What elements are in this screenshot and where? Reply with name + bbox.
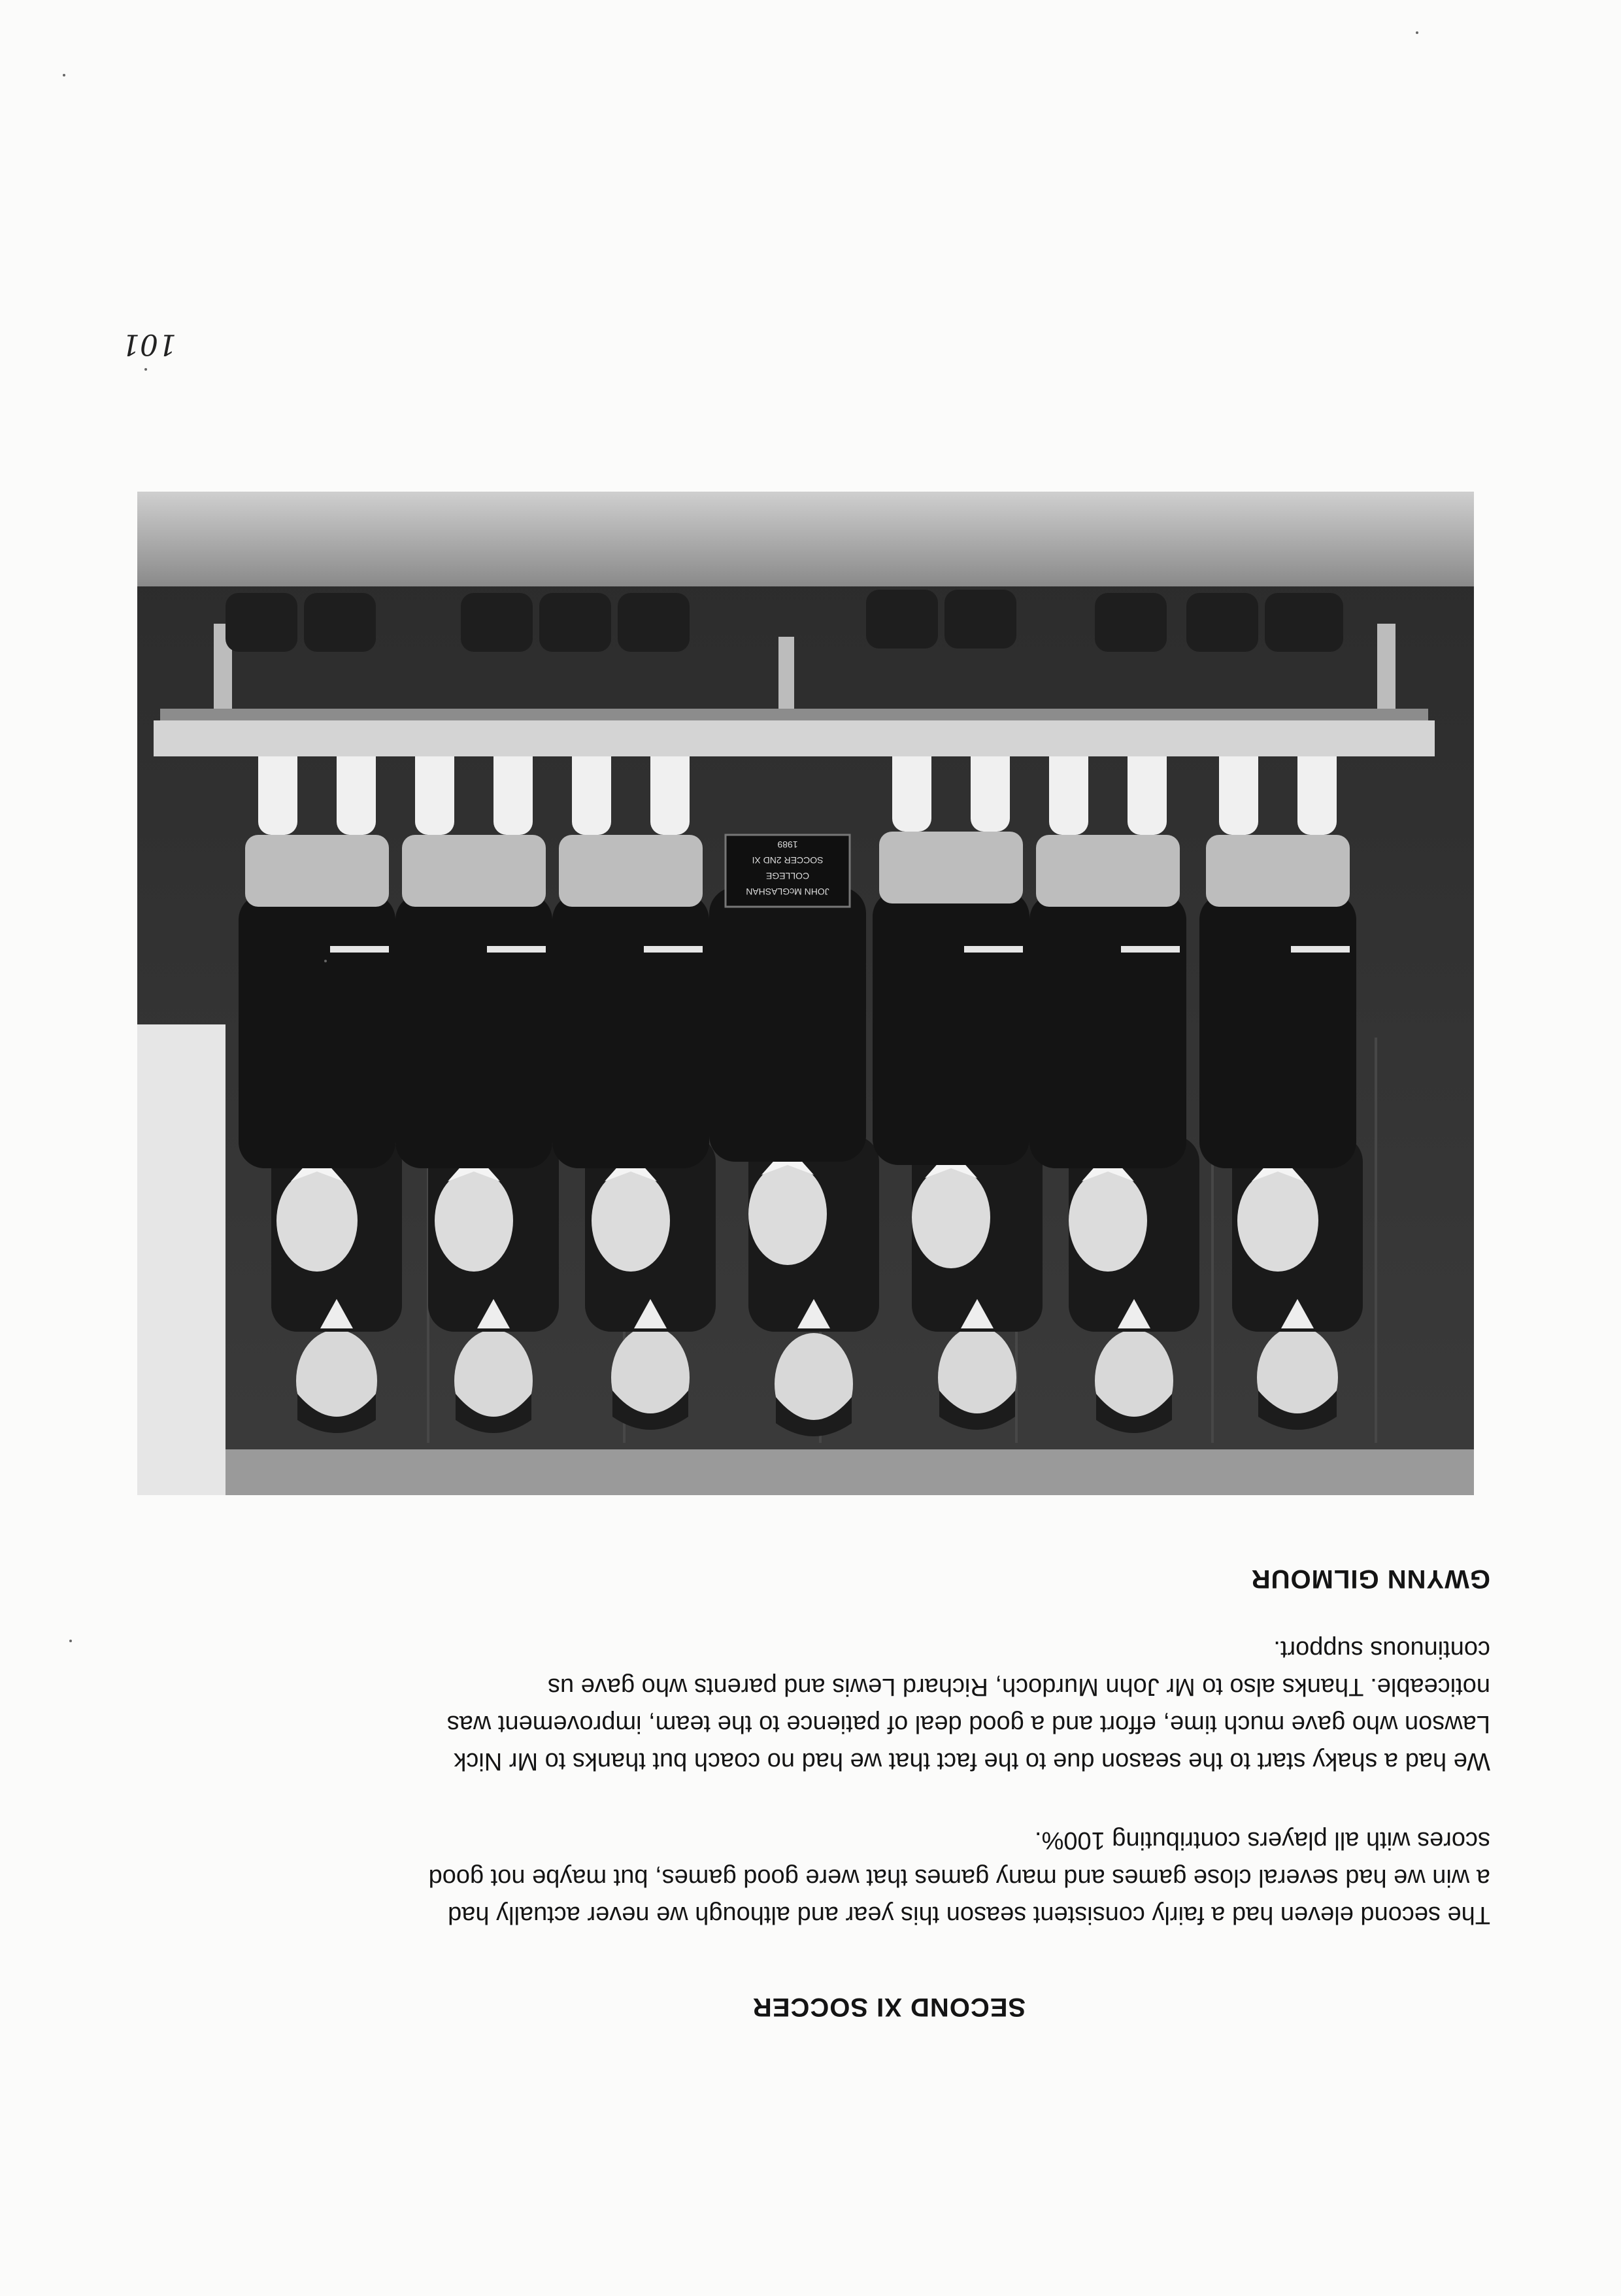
- board-line: 1989: [777, 839, 798, 850]
- board-line: SOCCER 2ND XI: [752, 855, 824, 866]
- page-number: 101: [122, 328, 176, 361]
- photo-floor: [137, 492, 1474, 586]
- paragraph-thanks: [131, 1630, 1490, 1780]
- paragraph-line: Lawson who gave much time, effort and a good deal of patience to the team, improvement was: [446, 1710, 1490, 1738]
- scan-speck: [1416, 31, 1418, 34]
- team-photo: [137, 492, 1474, 1495]
- paragraph-season-summary: [131, 1821, 1490, 1933]
- paragraph-line: The second eleven had a fairly consistent season this year and although we never actually had: [448, 1901, 1490, 1929]
- team-sign-board: [726, 835, 850, 907]
- paragraph-line: We had a shaky start to the season due to the fact that we had no coach but thanks to Mr Nick: [454, 1747, 1490, 1775]
- team-photo-graphic: [137, 492, 1474, 1495]
- photo-side-panel: [137, 1024, 226, 1495]
- scan-speck: [63, 74, 65, 76]
- paragraph-line: scores with all players contributing 100%.: [1034, 1827, 1490, 1854]
- article-title: SECOND XI SOCCER: [752, 1993, 1026, 2021]
- author-name: GWYNN GILMOUR: [1250, 1564, 1490, 1593]
- photo-top-strip: [137, 1449, 1474, 1495]
- scan-speck: [324, 960, 327, 962]
- paragraph-line: a win we had several close games and many games that were good games, but maybe not good: [428, 1864, 1490, 1891]
- board-line: JOHN McGLASHAN: [746, 886, 829, 897]
- board-line: COLLEGE: [765, 871, 810, 881]
- paragraph-line: continuous support.: [1273, 1636, 1490, 1663]
- scan-speck: [144, 368, 147, 371]
- scan-speck: [69, 1640, 72, 1642]
- paragraph-line: noticeable. Thanks also to Mr John Murdoch, Richard Lewis and parents who gave us: [548, 1673, 1490, 1700]
